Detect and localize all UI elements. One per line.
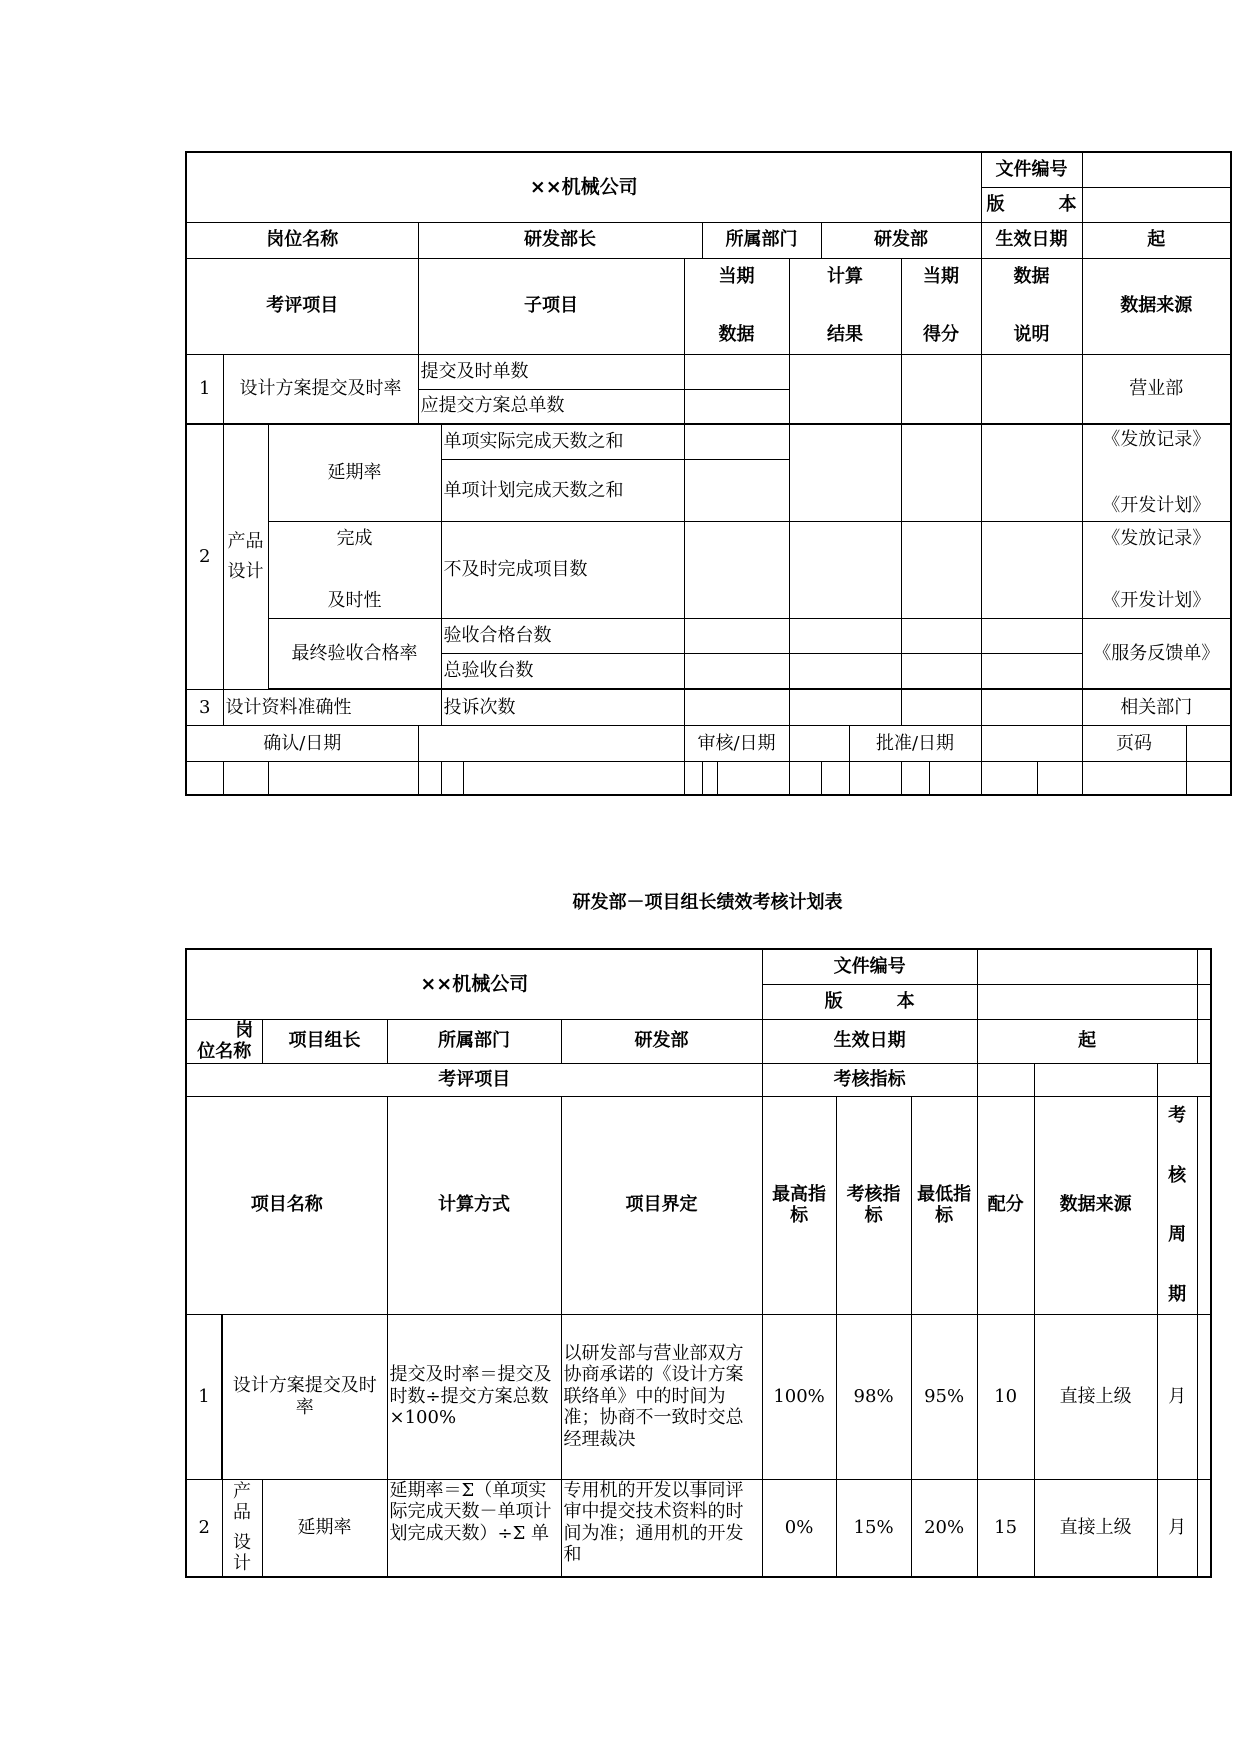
footer-review-value[interactable] — [789, 726, 849, 762]
effective-label: 生效日期 — [981, 222, 1082, 258]
eval-item-header: 考评项目 — [186, 1063, 762, 1096]
company-name: ××机械公司 — [186, 152, 981, 222]
row-2c-sub-2: 总验收台数 — [441, 654, 684, 689]
blank-cell[interactable] — [789, 762, 821, 795]
company-name-2: ××机械公司 — [186, 949, 762, 1019]
row-1-calc[interactable] — [789, 354, 901, 424]
blank-cell — [1197, 1314, 1211, 1479]
blank-cell[interactable] — [1082, 762, 1186, 795]
row-1-source: 营业部 — [1082, 354, 1231, 424]
row-2b-source: 《发放记录》 《开发计划》 — [1082, 522, 1231, 619]
header-kpi-target: 考核指标 — [836, 1096, 911, 1314]
row-2a-name: 延期率 — [268, 424, 441, 522]
blank-cell[interactable] — [223, 762, 268, 795]
table-2-title: 研发部－项目组长绩效考核计划表 — [572, 892, 843, 913]
row-1-note[interactable] — [981, 354, 1082, 424]
blank-cell[interactable] — [268, 762, 418, 795]
row-2c-calc-1[interactable] — [789, 619, 901, 654]
row-2a-data-1[interactable] — [684, 424, 789, 460]
position-value: 研发部长 — [418, 222, 702, 258]
row-2a-note[interactable] — [981, 424, 1082, 522]
row-2-target-2: 15% — [836, 1479, 911, 1577]
header-calc-method: 计算方式 — [387, 1096, 561, 1314]
row-1-target-2: 98% — [836, 1314, 911, 1479]
blank-cell[interactable] — [717, 762, 789, 795]
effective-label-2: 生效日期 — [762, 1019, 977, 1063]
position-label: 岗位名称 — [186, 222, 418, 258]
header-calc-result: 计算 结果 — [789, 258, 901, 354]
row-2c-calc-2[interactable] — [789, 654, 901, 689]
kpi-header: 考核指标 — [762, 1063, 977, 1096]
blank-cell — [1197, 1019, 1211, 1063]
row-2-weight-2: 15 — [977, 1479, 1034, 1577]
position-value-2: 项目组长 — [262, 1019, 387, 1063]
file-no-label: 文件编号 — [981, 152, 1082, 187]
row-2b-score[interactable] — [901, 522, 981, 619]
row-1-name-2: 设计方案提交及时率 — [222, 1314, 387, 1479]
footer-review-label: 审核/日期 — [684, 726, 789, 762]
header-data-note: 数据 说明 — [981, 258, 1082, 354]
row-3-name: 设计资料准确性 — [223, 690, 441, 726]
row-1-sub-1: 提交及时单数 — [418, 354, 684, 389]
row-2b-name: 完成 及时性 — [268, 522, 441, 619]
blank-cell[interactable] — [702, 762, 717, 795]
row-1-data-1[interactable] — [684, 354, 789, 389]
row-2-max-2: 0% — [762, 1479, 836, 1577]
header-data-source: 数据来源 — [1082, 258, 1231, 354]
header-sub-item: 子项目 — [418, 258, 684, 354]
row-2-calc-2: 延期率＝Σ（单项实际完成天数－单项计划完成天数）÷Σ 单 — [387, 1479, 561, 1577]
row-2c-source: 《服务反馈单》 — [1082, 619, 1231, 689]
blank-cell[interactable] — [186, 762, 223, 795]
row-3-note[interactable] — [981, 690, 1082, 726]
dept-label: 所属部门 — [702, 222, 821, 258]
row-2c-data-1[interactable] — [684, 619, 789, 654]
row-2c-note-2[interactable] — [981, 654, 1082, 689]
blank-cell — [1197, 949, 1211, 984]
row-1-score[interactable] — [901, 354, 981, 424]
table-2 — [185, 948, 1212, 1578]
blank-cell — [1157, 1063, 1211, 1096]
row-1-def-2: 以研发部与营业部双方协商承诺的《设计方案联络单》中的时间为准；协商不一致时交总经理裁决 — [561, 1314, 762, 1479]
row-3-sub: 投诉次数 — [441, 690, 684, 726]
version-value[interactable] — [1082, 187, 1231, 222]
row-2c-note-1[interactable] — [981, 619, 1082, 654]
row-1-no: 1 — [186, 354, 223, 424]
blank-cell[interactable] — [684, 762, 702, 795]
blank-cell[interactable] — [1037, 762, 1082, 795]
row-2-group-2: 产品 设计 — [222, 1479, 262, 1577]
position-label-2: 岗位名称 — [186, 1019, 262, 1063]
blank-cell[interactable] — [849, 762, 901, 795]
row-2b-sub: 不及时完成项目数 — [441, 522, 684, 619]
footer-confirm-value[interactable] — [418, 726, 684, 762]
dept-label-2: 所属部门 — [387, 1019, 561, 1063]
row-1-source-2: 直接上级 — [1034, 1314, 1157, 1479]
table-1 — [185, 151, 1232, 796]
blank-cell[interactable] — [1186, 762, 1231, 795]
blank-cell — [1197, 1096, 1211, 1314]
blank-cell — [1197, 984, 1211, 1019]
row-1-min-2: 95% — [911, 1314, 977, 1479]
footer-page-label: 页码 — [1082, 726, 1186, 762]
header-current-score: 当期 得分 — [901, 258, 981, 354]
header-data-source-2: 数据来源 — [1034, 1096, 1157, 1314]
row-1-max-2: 100% — [762, 1314, 836, 1479]
header-period: 考 核 周 期 — [1157, 1096, 1197, 1314]
row-2a-score[interactable] — [901, 424, 981, 522]
dept-value-2: 研发部 — [561, 1019, 762, 1063]
row-3-no: 3 — [186, 690, 223, 726]
blank-cell — [1034, 1063, 1157, 1096]
file-no-label-2: 文件编号 — [762, 949, 977, 984]
header-current-data: 当期 数据 — [684, 258, 789, 354]
row-2-no: 2 — [186, 424, 223, 690]
row-2b-data[interactable] — [684, 522, 789, 619]
row-2c-score-2[interactable] — [901, 654, 981, 689]
row-2-no-2: 2 — [186, 1479, 222, 1577]
row-3-score[interactable] — [901, 690, 981, 726]
footer-confirm-label: 确认/日期 — [186, 726, 418, 762]
footer-page-value[interactable] — [1186, 726, 1231, 762]
version-label: 版 本 — [981, 187, 1082, 222]
row-2c-score-1[interactable] — [901, 619, 981, 654]
row-2a-sub-1: 单项实际完成天数之和 — [441, 424, 684, 460]
dept-value: 研发部 — [821, 222, 981, 258]
row-3-data[interactable] — [684, 690, 789, 726]
row-2-name-2: 延期率 — [262, 1479, 387, 1577]
blank-cell — [1197, 1479, 1211, 1577]
row-2a-source: 《发放记录》 《开发计划》 — [1082, 424, 1231, 522]
row-2c-name: 最终验收合格率 — [268, 619, 441, 689]
row-2a-sub-2: 单项计划完成天数之和 — [441, 460, 684, 522]
row-1-calc-2: 提交及时率＝提交及时数÷提交方案总数×100% — [387, 1314, 561, 1479]
blank-cell[interactable] — [929, 762, 981, 795]
row-2c-data-2[interactable] — [684, 654, 789, 689]
blank-cell[interactable] — [821, 762, 849, 795]
header-max-target: 最高指标 — [762, 1096, 836, 1314]
blank-cell[interactable] — [441, 762, 463, 795]
footer-approve-value[interactable] — [981, 726, 1082, 762]
version-value-2[interactable] — [977, 984, 1197, 1019]
header-min-target: 最低指标 — [911, 1096, 977, 1314]
row-2-def-2: 专用机的开发以事同评审中提交技术资料的时间为准；通用机的开发和 — [561, 1479, 762, 1577]
row-1-name: 设计方案提交及时率 — [223, 354, 418, 424]
row-1-weight-2: 10 — [977, 1314, 1034, 1479]
row-1-no-2: 1 — [186, 1314, 222, 1479]
version-label-2: 版 本 — [762, 984, 977, 1019]
row-2-period-2: 月 — [1157, 1479, 1197, 1577]
blank-cell[interactable] — [981, 762, 1037, 795]
row-1-sub-2: 应提交方案总单数 — [418, 389, 684, 424]
row-2a-calc[interactable] — [789, 424, 901, 522]
file-no-value-2[interactable] — [977, 949, 1197, 984]
row-2c-sub-1: 验收合格台数 — [441, 619, 684, 654]
row-2a-data-2[interactable] — [684, 460, 789, 522]
footer-approve-label: 批准/日期 — [849, 726, 981, 762]
row-2-source-2: 直接上级 — [1034, 1479, 1157, 1577]
blank-cell — [977, 1063, 1034, 1096]
row-3-calc[interactable] — [789, 690, 901, 726]
header-item-name: 项目名称 — [186, 1096, 387, 1314]
row-2b-note[interactable] — [981, 522, 1082, 619]
header-eval-item: 考评项目 — [186, 258, 418, 354]
header-weight: 配分 — [977, 1096, 1034, 1314]
blank-cell[interactable] — [901, 762, 929, 795]
row-1-data-2[interactable] — [684, 389, 789, 424]
row-2-min-2: 20% — [911, 1479, 977, 1577]
effective-value: 起 — [1082, 222, 1231, 258]
file-no-value[interactable] — [1082, 152, 1231, 187]
effective-value-2: 起 — [977, 1019, 1197, 1063]
blank-cell[interactable] — [463, 762, 684, 795]
header-item-definition: 项目界定 — [561, 1096, 762, 1314]
row-3-source: 相关部门 — [1082, 690, 1231, 726]
row-2-group: 产品 设计 — [223, 424, 268, 690]
row-2b-calc[interactable] — [789, 522, 901, 619]
row-1-period-2: 月 — [1157, 1314, 1197, 1479]
blank-cell[interactable] — [418, 762, 441, 795]
